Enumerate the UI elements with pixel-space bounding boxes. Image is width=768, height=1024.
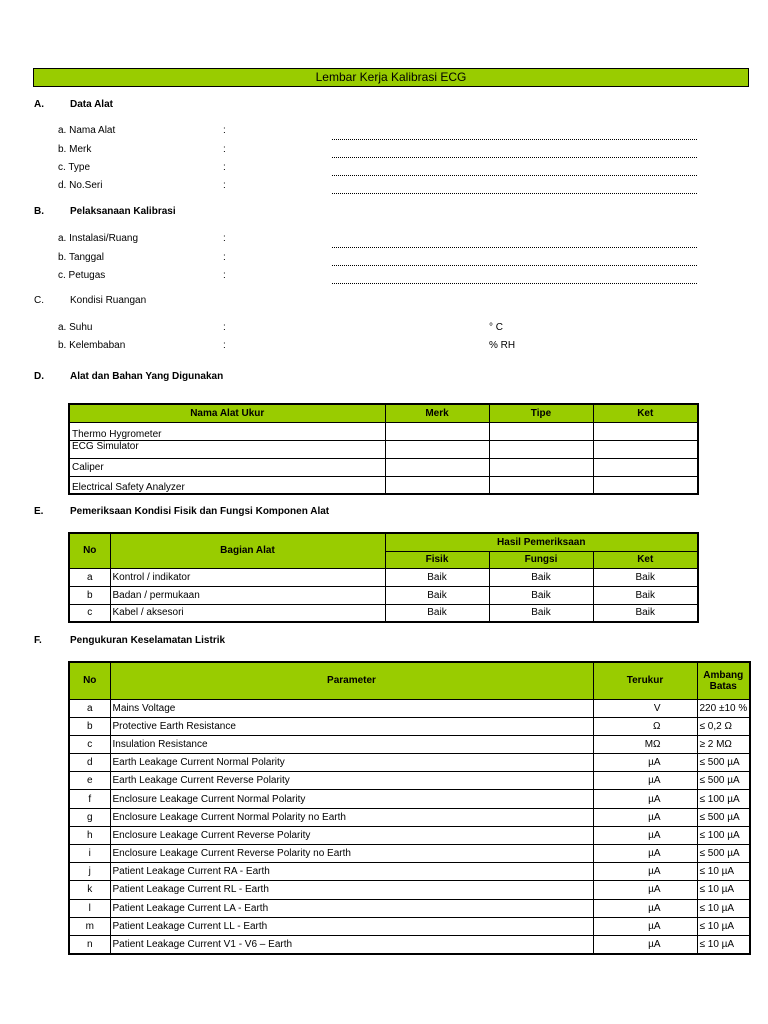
row-terukur-unit[interactable]: µA: [593, 899, 697, 917]
tipe-cell[interactable]: [489, 476, 593, 494]
row-bagian: Badan / permukaan: [110, 586, 385, 604]
row-no: l: [69, 899, 110, 917]
row-no: k: [69, 881, 110, 899]
field-label-petugas: c. Petugas: [58, 270, 106, 281]
row-no: a: [69, 568, 110, 586]
section-b-title: Pelaksanaan Kalibrasi: [70, 206, 176, 217]
row-terukur-unit[interactable]: µA: [593, 881, 697, 899]
table-row: [69, 826, 750, 844]
col-header-hasil: Hasil Pemeriksaan: [385, 533, 698, 551]
field-label-tanggal: b. Tanggal: [58, 252, 104, 263]
section-a-letter: A.: [34, 99, 44, 110]
col-header-no: No: [69, 662, 110, 699]
row-batas: ≤ 500 µA: [697, 754, 750, 772]
row-no: e: [69, 772, 110, 790]
field-label-instalasi: a. Instalasi/Ruang: [58, 233, 139, 244]
table-row: [69, 699, 750, 717]
col-header-nama-alat: Nama Alat Ukur: [69, 404, 385, 422]
merk-cell[interactable]: [385, 458, 489, 476]
section-e-title: Pemeriksaan Kondisi Fisik dan Fungsi Komponen Alat: [70, 506, 330, 517]
colon: :: [223, 233, 226, 244]
table-row: [69, 735, 750, 753]
row-batas: ≤ 10 µA: [697, 899, 750, 917]
col-header-parameter: Parameter: [110, 662, 593, 699]
section-c-title: Kondisi Ruangan: [70, 295, 147, 306]
row-batas: ≤ 10 µA: [697, 935, 750, 953]
row-terukur-unit[interactable]: µA: [593, 863, 697, 881]
col-header-bagian: Bagian Alat: [110, 533, 385, 568]
field-label-type: c. Type: [58, 162, 91, 173]
row-no: a: [69, 699, 110, 717]
merk-field[interactable]: [332, 157, 697, 158]
row-bagian: Kontrol / indikator: [110, 568, 385, 586]
alat-name: Thermo Hygrometer: [69, 422, 385, 440]
row-ket[interactable]: Baik: [593, 586, 698, 604]
field-label-merk: b. Merk: [58, 144, 92, 155]
col-header-terukur: Terukur: [593, 662, 697, 699]
table-row: [69, 808, 750, 826]
tipe-cell[interactable]: [489, 458, 593, 476]
field-label-suhu: a. Suhu: [58, 322, 93, 333]
suhu-unit: ° C: [489, 322, 503, 333]
row-parameter: Patient Leakage Current LL - Earth: [110, 917, 593, 935]
section-f-title: Pengukuran Keselamatan Listrik: [70, 635, 226, 646]
row-batas: ≤ 10 µA: [697, 917, 750, 935]
table-row: [69, 772, 750, 790]
row-fisik[interactable]: Baik: [385, 604, 489, 622]
colon: :: [223, 162, 226, 173]
colon: :: [223, 144, 226, 155]
table-row: [69, 586, 698, 604]
row-batas: ≤ 500 µA: [697, 845, 750, 863]
section-d-letter: D.: [34, 371, 44, 382]
tipe-cell[interactable]: [489, 422, 593, 440]
table-row: [69, 917, 750, 935]
colon: :: [223, 125, 226, 136]
field-label-kelembaban: b. Kelembaban: [58, 340, 126, 351]
instalasi-field[interactable]: [332, 247, 697, 248]
table-row: [69, 899, 750, 917]
alat-ukur-table: [68, 403, 699, 495]
keselamatan-listrik-table: [68, 661, 751, 955]
nama-alat-field[interactable]: [332, 139, 697, 140]
table-row: [69, 458, 698, 476]
row-parameter: Patient Leakage Current LA - Earth: [110, 899, 593, 917]
table-row: [69, 881, 750, 899]
section-b-letter: B.: [34, 206, 44, 217]
row-terukur-unit[interactable]: µA: [593, 917, 697, 935]
row-terukur-unit[interactable]: µA: [593, 845, 697, 863]
row-ket[interactable]: Baik: [593, 604, 698, 622]
row-terukur-unit[interactable]: µA: [593, 826, 697, 844]
colon: :: [223, 180, 226, 191]
row-batas: ≤ 500 µA: [697, 808, 750, 826]
col-header-ambang-batas: [697, 662, 750, 699]
type-field[interactable]: [332, 175, 697, 176]
row-terukur-unit[interactable]: µA: [593, 790, 697, 808]
colon: :: [223, 270, 226, 281]
tipe-cell[interactable]: [489, 440, 593, 458]
batas-label: Batas: [709, 680, 737, 692]
section-d-title: Alat dan Bahan Yang Digunakan: [70, 371, 224, 382]
row-batas: ≤ 100 µA: [697, 826, 750, 844]
ket-cell[interactable]: [593, 422, 698, 440]
row-no: c: [69, 604, 110, 622]
row-batas: ≥ 2 MΩ: [697, 735, 750, 753]
table-row: [69, 476, 698, 494]
alat-name: ECG Simulator: [69, 440, 385, 458]
section-f-letter: F.: [34, 635, 42, 646]
row-fisik[interactable]: Baik: [385, 586, 489, 604]
colon: :: [223, 340, 226, 351]
table-row: [69, 440, 698, 458]
tanggal-field[interactable]: [332, 265, 697, 266]
ket-cell[interactable]: [593, 476, 698, 494]
table-row: [69, 422, 698, 440]
colon: :: [223, 322, 226, 333]
table-row: [69, 935, 750, 953]
no-seri-field[interactable]: [332, 193, 697, 194]
row-parameter: Enclosure Leakage Current Normal Polarity no Earth: [110, 808, 593, 826]
row-no: m: [69, 917, 110, 935]
col-header-merk: Merk: [385, 404, 489, 422]
ket-cell[interactable]: [593, 458, 698, 476]
merk-cell[interactable]: [385, 440, 489, 458]
row-no: b: [69, 717, 110, 735]
row-terukur-unit[interactable]: MΩ: [593, 735, 697, 753]
row-no: i: [69, 845, 110, 863]
row-terukur-unit[interactable]: V: [593, 699, 697, 717]
row-terukur-unit[interactable]: µA: [593, 772, 697, 790]
row-terukur-unit[interactable]: µA: [593, 935, 697, 953]
row-parameter: Earth Leakage Current Normal Polarity: [110, 754, 593, 772]
section-a-title: Data Alat: [70, 99, 113, 110]
row-batas: ≤ 0,2 Ω: [697, 717, 750, 735]
table-row: [69, 568, 698, 586]
row-fungsi[interactable]: Baik: [489, 604, 593, 622]
section-c-letter: C.: [34, 295, 44, 306]
row-fungsi[interactable]: Baik: [489, 568, 593, 586]
row-batas: ≤ 10 µA: [697, 881, 750, 899]
merk-cell[interactable]: [385, 476, 489, 494]
row-no: h: [69, 826, 110, 844]
row-ket[interactable]: Baik: [593, 568, 698, 586]
section-e-letter: E.: [34, 506, 44, 517]
table-row: [69, 717, 750, 735]
row-batas: ≤ 10 µA: [697, 863, 750, 881]
colon: :: [223, 252, 226, 263]
row-batas: 220 ±10 %: [697, 699, 750, 717]
table-row: [69, 863, 750, 881]
row-parameter: Patient Leakage Current RL - Earth: [110, 881, 593, 899]
kelembaban-unit: % RH: [489, 340, 516, 351]
page-title: Lembar Kerja Kalibrasi ECG: [33, 68, 749, 87]
row-batas: ≤ 100 µA: [697, 790, 750, 808]
alat-name: Electrical Safety Analyzer: [69, 476, 385, 494]
row-bagian: Kabel / aksesori: [110, 604, 385, 622]
alat-name: Caliper: [69, 458, 385, 476]
table-row: [69, 604, 698, 622]
row-terukur-unit[interactable]: µA: [593, 808, 697, 826]
row-no: g: [69, 808, 110, 826]
row-parameter: Enclosure Leakage Current Normal Polarity: [110, 790, 593, 808]
table-row: [69, 790, 750, 808]
pemeriksaan-table: [68, 532, 699, 623]
row-no: f: [69, 790, 110, 808]
col-header-fisik: Fisik: [385, 551, 489, 568]
table-row: [69, 845, 750, 863]
row-parameter: Mains Voltage: [110, 699, 593, 717]
field-label-no-seri: d. No.Seri: [58, 180, 103, 191]
row-parameter: Enclosure Leakage Current Reverse Polarity: [110, 826, 593, 844]
row-terukur-unit[interactable]: µA: [593, 754, 697, 772]
petugas-field[interactable]: [332, 283, 697, 284]
row-parameter: Protective Earth Resistance: [110, 717, 593, 735]
row-no: c: [69, 735, 110, 753]
row-terukur-unit[interactable]: Ω: [593, 717, 697, 735]
merk-cell[interactable]: [385, 422, 489, 440]
row-parameter: Earth Leakage Current Reverse Polarity: [110, 772, 593, 790]
col-header-no: No: [69, 533, 110, 568]
table-row: [69, 754, 750, 772]
ambang-label: Ambang: [703, 669, 744, 681]
row-no: b: [69, 586, 110, 604]
row-no: j: [69, 863, 110, 881]
row-parameter: Insulation Resistance: [110, 735, 593, 753]
col-header-ket: Ket: [593, 551, 698, 568]
col-header-fungsi: Fungsi: [489, 551, 593, 568]
row-fungsi[interactable]: Baik: [489, 586, 593, 604]
row-no: d: [69, 754, 110, 772]
row-batas: ≤ 500 µA: [697, 772, 750, 790]
row-parameter: Patient Leakage Current V1 - V6 – Earth: [110, 935, 593, 953]
row-fisik[interactable]: Baik: [385, 568, 489, 586]
row-no: n: [69, 935, 110, 953]
field-label-nama-alat: a. Nama Alat: [58, 125, 116, 136]
row-parameter: Patient Leakage Current RA - Earth: [110, 863, 593, 881]
col-header-ket: Ket: [593, 404, 698, 422]
ket-cell[interactable]: [593, 440, 698, 458]
col-header-tipe: Tipe: [489, 404, 593, 422]
row-parameter: Enclosure Leakage Current Reverse Polarity no Earth: [110, 845, 593, 863]
